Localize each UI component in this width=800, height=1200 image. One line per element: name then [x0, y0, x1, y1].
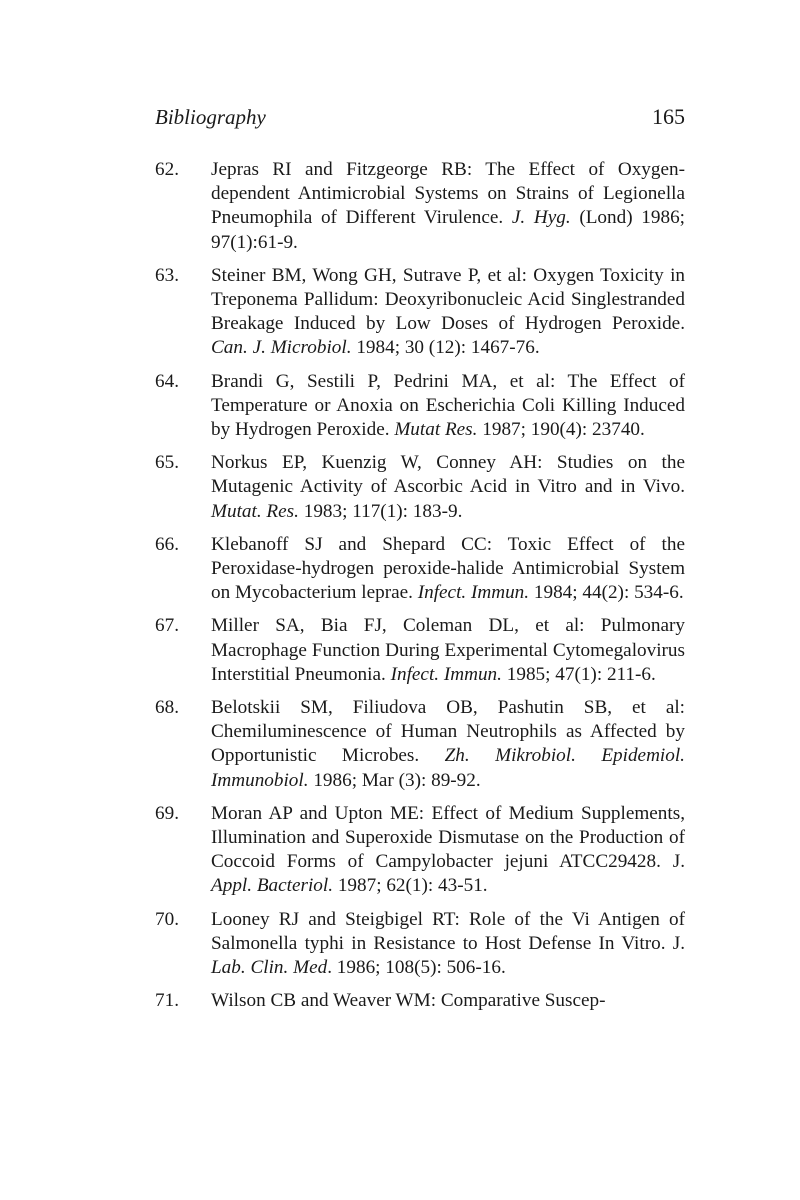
entry-authors-title: Steiner BM, Wong GH, Sutrave P, et al: Oxygen Toxicity in Treponema Pallidum: Deoxyribonucleic Acid Singlestranded Breakage Induced by Low Doses of Hydrogen Peroxide. [211, 264, 685, 335]
entry-details: . 1986; 108(5): 506-16. [327, 957, 506, 979]
running-head-title: Bibliography [155, 105, 266, 129]
entry-journal: Mutat Res. [394, 419, 478, 441]
entry-details: 1984; 44(2): 534-6. [529, 582, 684, 604]
entry-details: 1984; 30 (12): 1467-76. [351, 337, 540, 359]
entry-details: 1987; 62(1): 43-51. [333, 875, 488, 897]
entry-text [211, 451, 685, 524]
bibliography-entry [155, 696, 685, 793]
entry-text [211, 696, 685, 793]
entry-journal: J. Hyg. [511, 207, 571, 229]
entry-authors-title: Brandi G, Sestili P, Pedrini MA, et al: The Effect of Temperature or Anoxia on Escherichia Coli Killing Induced by Hydrogen Peroxide. [211, 370, 685, 441]
entry-text [211, 370, 685, 443]
entry-authors-title: Moran AP and Upton ME: Effect of Medium Supplements, Illumination and Superoxide Dismutase on the Production of Coccoid Forms of Campylobacter jejuni ATCC29428. J. [211, 802, 685, 873]
entry-journal: Infect. Immun. [417, 582, 530, 604]
entry-details: 1986; Mar (3): 89-92. [308, 769, 481, 791]
bibliography-entry [155, 158, 685, 255]
bibliography-entry [155, 451, 685, 524]
entry-journal: Infect. Immun. [390, 663, 502, 685]
entry-number: 63. [155, 264, 179, 286]
entry-authors-title: Miller SA, Bia FJ, Coleman DL, et al: Pulmonary Macrophage Function During Experimental Cytomegalovirus Interstitial Pneumonia. [211, 615, 685, 685]
entry-number: 71. [155, 990, 179, 1012]
entry-text [211, 264, 685, 361]
bibliography-entry [155, 908, 685, 981]
entry-details: 1987; 190(4): 23740. [477, 419, 645, 441]
entry-authors-title: Norkus EP, Kuenzig W, Conney AH: Studies on the Mutagenic Activity of Ascorbic Acid in Vitro and in Vivo. [211, 452, 685, 498]
entry-text [211, 989, 685, 1013]
entry-journal: Appl. Bacteriol. [211, 875, 334, 897]
entry-number: 62. [155, 159, 179, 180]
entry-details: 1985; 47(1): 211-6. [501, 663, 656, 685]
entry-text [211, 533, 685, 606]
entry-number: 66. [155, 533, 179, 555]
entry-number: 67. [155, 615, 179, 637]
entry-number: 70. [155, 908, 179, 930]
entry-details: (Lond) 1986; 97(1):61-9. [211, 207, 685, 253]
entry-text [211, 802, 685, 899]
bibliography-entry [155, 533, 685, 606]
entry-authors-title: Jepras RI and Fitzgeorge RB: The Effect of Oxygen-dependent Antimicrobial Systems on Strains of Legionella Pneumophila of Different Virulence. [211, 159, 685, 229]
entry-journal: Can. J. Microbiol. [211, 337, 352, 359]
bibliography-entry [155, 614, 685, 687]
bibliography-entry [155, 802, 685, 899]
entry-journal: Zh. Mikrobiol. Epidemiol. Immunobiol. [211, 745, 685, 791]
page-number: 165 [652, 104, 685, 129]
bibliography-list [155, 158, 685, 1023]
entry-journal: Lab. Clin. Med [211, 957, 328, 979]
entry-text [211, 158, 685, 255]
entry-number: 65. [155, 452, 179, 474]
entry-authors-title: Looney RJ and Steigbigel RT: Role of the Vi Antigen of Salmonella typhi in Resistance to Host Defense In Vitro. J. [211, 908, 685, 954]
entry-authors-title: Wilson CB and Weaver WM: Comparative Suscep- [211, 990, 606, 1012]
entry-number: 69. [155, 802, 179, 824]
entry-authors-title: Belotskii SM, Filiudova OB, Pashutin SB, et al: Chemiluminescence of Human Neutrophils as Affected by Opportunistic Microbes. [211, 697, 685, 767]
bibliography-entry [155, 370, 685, 443]
entry-details: 1983; 117(1): 183-9. [298, 500, 463, 522]
bibliography-entry [155, 989, 685, 1013]
entry-journal: Mutat. Res. [211, 500, 299, 522]
entry-authors-title: Klebanoff SJ and Shepard CC: Toxic Effect of the Peroxidase-hydrogen peroxide-halide Antimicrobial System on Mycobacterium leprae. [211, 533, 685, 604]
bibliography-entry [155, 264, 685, 361]
running-head [155, 104, 685, 130]
entry-text [211, 908, 685, 981]
entry-number: 68. [155, 697, 179, 719]
entry-text [211, 614, 685, 687]
entry-number: 64. [155, 370, 179, 392]
